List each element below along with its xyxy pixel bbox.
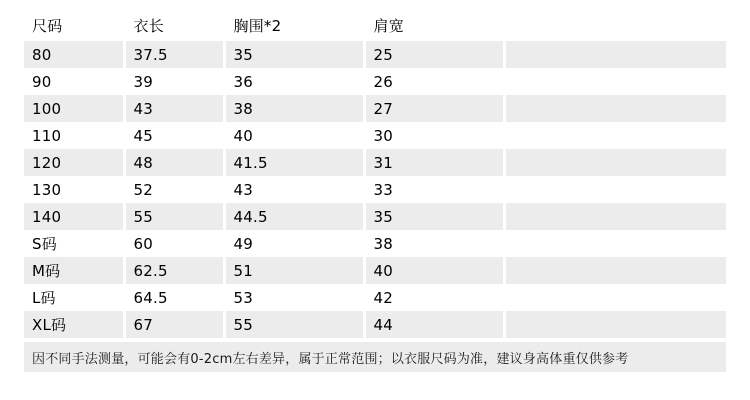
cell-size: 90 <box>24 68 124 95</box>
table-row <box>24 284 726 311</box>
measurement-note-text: 因不同手法测量，可能会有0-2cm左右差异，属于正常范围；以衣服尺码为准，建议身高体重仅供参考 <box>32 351 629 367</box>
cell-length: 62.5 <box>124 257 224 284</box>
cell-size: S码 <box>24 230 124 257</box>
column-header-bust: 胸围*2 <box>224 12 364 41</box>
cell-shoulder: 31 <box>364 149 504 176</box>
cell-length: 48 <box>124 149 224 176</box>
column-header-length: 衣长 <box>124 12 224 41</box>
cell-blank <box>504 257 726 284</box>
table-row <box>24 149 726 176</box>
cell-length: 55 <box>124 203 224 230</box>
cell-blank <box>504 230 726 257</box>
cell-length: 39 <box>124 68 224 95</box>
cell-bust: 35 <box>224 41 364 68</box>
cell-size: 120 <box>24 149 124 176</box>
cell-length: 67 <box>124 311 224 338</box>
cell-blank <box>504 95 726 122</box>
cell-bust: 53 <box>224 284 364 311</box>
cell-length: 64.5 <box>124 284 224 311</box>
table-row <box>24 176 726 203</box>
column-header-shoulder: 肩宽 <box>364 12 504 41</box>
cell-blank <box>504 176 726 203</box>
cell-blank <box>504 122 726 149</box>
cell-shoulder: 33 <box>364 176 504 203</box>
cell-bust: 43 <box>224 176 364 203</box>
cell-size: M码 <box>24 257 124 284</box>
cell-bust: 55 <box>224 311 364 338</box>
cell-length: 60 <box>124 230 224 257</box>
cell-length: 37.5 <box>124 41 224 68</box>
cell-shoulder: 35 <box>364 203 504 230</box>
table-header <box>24 12 726 41</box>
cell-shoulder: 42 <box>364 284 504 311</box>
cell-bust: 40 <box>224 122 364 149</box>
cell-blank <box>504 284 726 311</box>
column-header-size: 尺码 <box>24 12 124 41</box>
table-body <box>24 41 726 338</box>
cell-length: 45 <box>124 122 224 149</box>
cell-size: L码 <box>24 284 124 311</box>
cell-bust: 41.5 <box>224 149 364 176</box>
table-row <box>24 203 726 230</box>
cell-bust: 44.5 <box>224 203 364 230</box>
cell-size: 80 <box>24 41 124 68</box>
table-row <box>24 68 726 95</box>
cell-blank <box>504 203 726 230</box>
cell-shoulder: 30 <box>364 122 504 149</box>
column-header-blank <box>504 12 726 41</box>
cell-shoulder: 38 <box>364 230 504 257</box>
cell-shoulder: 26 <box>364 68 504 95</box>
table-row <box>24 122 726 149</box>
cell-size: XL码 <box>24 311 124 338</box>
cell-length: 52 <box>124 176 224 203</box>
measurement-note-bar <box>24 342 726 372</box>
table-row <box>24 311 726 338</box>
cell-blank <box>504 149 726 176</box>
cell-size: 110 <box>24 122 124 149</box>
cell-shoulder: 27 <box>364 95 504 122</box>
cell-blank <box>504 68 726 95</box>
cell-blank <box>504 41 726 68</box>
size-table <box>24 12 726 338</box>
cell-size: 130 <box>24 176 124 203</box>
cell-shoulder: 40 <box>364 257 504 284</box>
table-header-row <box>24 12 726 41</box>
cell-size: 100 <box>24 95 124 122</box>
cell-bust: 51 <box>224 257 364 284</box>
table-row <box>24 230 726 257</box>
cell-size: 140 <box>24 203 124 230</box>
cell-length: 43 <box>124 95 224 122</box>
cell-blank <box>504 311 726 338</box>
table-row <box>24 257 726 284</box>
cell-shoulder: 44 <box>364 311 504 338</box>
table-row <box>24 95 726 122</box>
cell-bust: 49 <box>224 230 364 257</box>
cell-shoulder: 25 <box>364 41 504 68</box>
cell-bust: 38 <box>224 95 364 122</box>
cell-bust: 36 <box>224 68 364 95</box>
table-row <box>24 41 726 68</box>
